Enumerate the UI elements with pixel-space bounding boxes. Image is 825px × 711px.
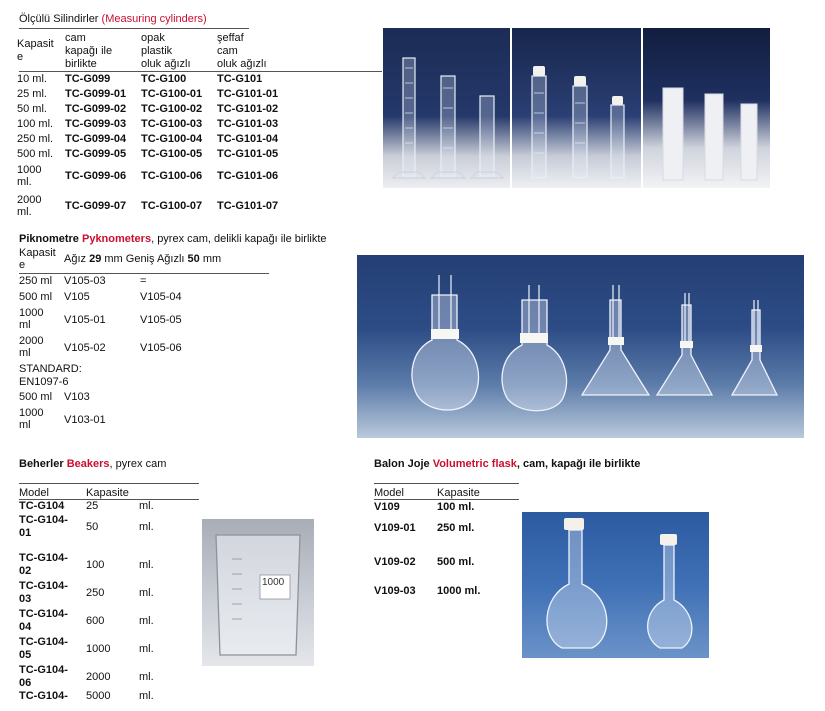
cylinders-row: [17, 131, 382, 146]
cyl-model-a: TC-G099-06: [65, 170, 127, 182]
pyk-cap-head-1: Kapasit: [19, 247, 56, 259]
beaker-model: [19, 580, 68, 606]
volumetric-header-rule: [374, 499, 519, 500]
pyk-standard-line: EN1097-6: [19, 376, 69, 388]
pyk-cap-head-2: e: [19, 259, 26, 271]
pyk-capacity-line: 500 ml: [19, 291, 53, 303]
cyl-model-c: TC-G101-05: [217, 147, 279, 160]
volumetric-capacity: 500 ml.: [437, 556, 475, 568]
beaker-capacity: 50: [86, 521, 99, 533]
beaker-unit: ml.: [139, 690, 154, 702]
pyknometers-title-rest: , pyrex cam, delikli kapağı ile birlikte: [151, 233, 327, 245]
pyk-capacity-line: ml: [19, 319, 31, 331]
cyl-g101-header-line: cam: [217, 44, 238, 57]
beaker-row: [19, 608, 199, 634]
cyl-model-c: TC-G101-04: [217, 132, 279, 145]
cyl-capacity-line: 2000: [17, 194, 42, 206]
beaker-model: [19, 636, 68, 662]
cyl-model-c: TC-G101-02: [217, 102, 279, 115]
cyl-g099-header: [65, 31, 141, 71]
cyl-model-a: TC-G099-03: [65, 117, 127, 130]
cylinders-row: [17, 101, 382, 116]
cyl-model-b: TC-G100-06: [141, 170, 203, 182]
volumetric-col-capacity: Kapasite: [437, 487, 480, 499]
pyknometer-row: [19, 307, 269, 333]
beakers-col-model: Model: [19, 487, 49, 499]
beaker-unit: ml.: [139, 587, 154, 599]
cyl-g101-header-line: oluk ağızlı: [217, 57, 267, 70]
cyl-capacity-line: 500 ml.: [17, 147, 54, 160]
cyl-row-spacer: [297, 146, 382, 161]
pyk-model-narrow: V105-03: [64, 275, 106, 287]
cyl-capacity-cell: [17, 146, 65, 161]
pyknometer-standard-row: [19, 391, 269, 405]
pyk-model-wide: V105-05: [140, 314, 182, 326]
cyl-capacity-header-line: Kapasit: [17, 38, 54, 50]
volumetric-flask-photo: [522, 512, 709, 658]
cyl-model-a: TC-G099-01: [65, 87, 127, 100]
beaker-capacity: 600: [86, 615, 105, 627]
cyl-model-b: TC-G100: [141, 72, 187, 85]
beaker-capacity: 25: [86, 500, 99, 512]
cylinders-row: [17, 161, 382, 191]
beakers-title: [19, 457, 166, 471]
pyk-narrow-pre: Ağız: [64, 253, 90, 265]
volumetric-model: V109-01: [374, 522, 416, 534]
cyl-row-spacer: [297, 116, 382, 131]
beaker-model-line: TC-G104-: [19, 552, 68, 564]
volumetric-top-rule: [374, 483, 519, 484]
cyl-model-b: TC-G100-07: [141, 200, 203, 212]
pyk-model-narrow: V105: [64, 291, 90, 303]
cyl-g099-header-line: birlikte: [65, 57, 97, 70]
pyk-standard: [19, 363, 82, 389]
cyl-capacity-cell: [17, 191, 65, 221]
beaker-model-line: 02: [19, 565, 32, 577]
volumetric-title-rest: , cam, kapağı ile birlikte: [516, 458, 641, 470]
beaker-row: [19, 500, 199, 513]
beaker-model: [19, 552, 68, 578]
beaker-model: [19, 608, 68, 634]
plastic-cylinders-photo: [643, 28, 770, 188]
cyl-capacity-cell: [17, 116, 65, 131]
volumetric-row: [374, 501, 534, 513]
volumetric-capacity: 1000 ml.: [437, 585, 481, 597]
pyknometers-title-tr: Piknometre: [19, 233, 79, 245]
pyk-capacity-line: 1000: [19, 407, 44, 419]
cyl-model-c: TC-G101-07: [217, 200, 279, 212]
stoppered-cylinders-photo: [512, 28, 641, 188]
beaker-unit: ml.: [139, 671, 154, 683]
volumetric-title-en: Volumetric flask: [432, 458, 517, 470]
pyk-capacity: [19, 275, 52, 287]
cyl-capacity-line: 1000: [17, 164, 42, 176]
cyl-g100-header-line: oluk ağızlı: [141, 57, 191, 70]
cyl-g099-header-line: cam: [65, 31, 86, 44]
cyl-model-b: TC-G100-01: [141, 87, 203, 100]
beaker-model-line: 01: [19, 527, 32, 539]
cyl-capacity-line: 25 ml.: [17, 87, 47, 100]
beakers-col-capacity: Kapasite: [86, 487, 129, 499]
cylinders-row: [17, 71, 382, 86]
pyk-wide-num: 50: [187, 253, 200, 265]
cyl-model-a: TC-G099: [65, 72, 111, 85]
cyl-model-a: TC-G099-05: [65, 147, 127, 160]
cyl-capacity-line: 50 ml.: [17, 102, 47, 115]
cyl-capacity-cell: [17, 86, 65, 101]
cyl-g100-header-line: opak: [141, 31, 165, 44]
cyl-capacity-cell: [17, 71, 65, 86]
cyl-model-b: TC-G100-04: [141, 132, 203, 145]
beaker-model-line: TC-G104: [19, 500, 65, 512]
cyl-row-spacer: [297, 191, 382, 221]
beaker-row: [19, 552, 199, 578]
volumetric-model: V109-03: [374, 585, 416, 597]
beaker-capacity: 2000: [86, 671, 111, 683]
cyl-g101-header-line: şeffaf: [217, 31, 244, 44]
pyk-model-narrow: V103: [64, 391, 90, 403]
volumetric-model: V109: [374, 501, 400, 513]
pyk-capacity: [19, 407, 43, 431]
cyl-g101-header: [217, 31, 297, 71]
beaker-model-line: 03: [19, 593, 32, 605]
pyk-capacity: [19, 335, 43, 359]
beaker-model-line: TC-G104-: [19, 608, 68, 620]
beaker-model-line: 06: [19, 677, 32, 689]
volumetric-model: V109-02: [374, 556, 416, 568]
beaker-model-line: TC-G104-: [19, 636, 68, 648]
pyknometer-standard-row: [19, 407, 269, 433]
beaker-row: [19, 690, 199, 703]
volumetric-capacity: 250 ml.: [437, 522, 475, 534]
beaker-capacity: 250: [86, 587, 105, 599]
beaker-photo: [202, 519, 314, 666]
volumetric-row: [374, 556, 534, 568]
beaker-photo-label: 1000: [262, 577, 285, 588]
cyl-model-c: TC-G101-01: [217, 87, 279, 100]
beaker-row: [19, 514, 199, 540]
pyk-model-narrow: V105-02: [64, 342, 106, 354]
cylinders-row: [17, 191, 382, 221]
pyknometers-title-en: Pyknometers: [81, 233, 152, 245]
beaker-model-line: TC-G104-: [19, 690, 68, 702]
beaker-model: [19, 500, 64, 513]
cyl-capacity-cell: [17, 161, 65, 191]
cyl-capacity-line: ml.: [17, 176, 32, 188]
pyk-capacity-line: 500 ml: [19, 391, 53, 403]
beaker-unit: ml.: [139, 559, 154, 571]
pyk-model-narrow: V105-01: [64, 314, 106, 326]
pyknometers-mouth-header: [64, 253, 221, 265]
cyl-g100-header: [141, 31, 217, 71]
cyl-capacity-cell: [17, 131, 65, 146]
pyk-capacity: [19, 291, 52, 303]
pyknometer-row: [19, 291, 269, 305]
glass-cylinders-illustration: [383, 28, 510, 188]
cylinders-title: [19, 12, 207, 26]
beaker-row: [19, 636, 199, 662]
cyl-row-spacer: [297, 101, 382, 116]
beaker-capacity: 100: [86, 559, 105, 571]
pyknometers-capacity-header: [19, 247, 56, 271]
cyl-g099-header-line: kapağı ile: [65, 44, 113, 57]
beaker-unit: ml.: [139, 615, 154, 627]
cyl-model-c: TC-G101-03: [217, 117, 279, 130]
cylinders-title-en: (Measuring cylinders): [101, 13, 207, 25]
cyl-capacity-header: [17, 31, 65, 71]
cyl-header-spacer: [297, 31, 382, 71]
cylinders-title-tr: Ölçülü Silindirler: [19, 13, 99, 25]
beaker-capacity: 5000: [86, 690, 111, 702]
beaker-unit: ml.: [139, 643, 154, 655]
pyk-model-wide: V105-06: [140, 342, 182, 354]
plastic-cylinders-illustration: [643, 28, 770, 188]
cyl-model-a: TC-G099-07: [65, 200, 127, 212]
stoppered-cylinders-illustration: [512, 28, 641, 188]
pyknometers-photo: [357, 255, 804, 438]
cyl-model-b: TC-G100-03: [141, 117, 203, 130]
pyk-capacity: [19, 307, 43, 331]
cyl-capacity-line: 10 ml.: [17, 72, 47, 85]
pyknometers-title: [19, 232, 327, 246]
cylinders-title-rule: [19, 28, 249, 29]
cyl-model-c: TC-G101: [217, 72, 263, 85]
volumetric-title: [374, 457, 640, 471]
beaker-model-line: 05: [19, 649, 32, 661]
beaker-unit: ml.: [139, 521, 154, 533]
cyl-model-a: TC-G099-02: [65, 102, 127, 115]
beaker-model-line: TC-G104-: [19, 664, 68, 676]
cylinders-header-row: [17, 31, 382, 71]
pyk-model-wide: =: [140, 275, 147, 287]
cyl-capacity-line: 100 ml.: [17, 117, 54, 130]
pyknometers-header-rule: [19, 273, 269, 274]
cyl-model-a: TC-G099-04: [65, 132, 127, 145]
cylinders-row: [17, 146, 382, 161]
beaker-model-line: TC-G104-: [19, 514, 68, 526]
glass-cylinders-photo: [383, 28, 510, 188]
pyk-model-narrow: V103-01: [64, 414, 106, 426]
cyl-row-spacer: [297, 161, 382, 191]
cylinders-table: [17, 31, 382, 221]
beaker-illustration: [202, 519, 314, 666]
beakers-title-rest: , pyrex cam: [109, 458, 167, 470]
cyl-capacity-cell: [17, 101, 65, 116]
pyknometer-row: [19, 275, 269, 289]
cyl-row-spacer: [297, 86, 382, 101]
beaker-row: [19, 664, 199, 690]
pyk-wide-post: mm: [199, 253, 222, 265]
cyl-model-b: TC-G100-05: [141, 147, 203, 160]
pyk-model-wide: V105-04: [140, 291, 182, 303]
pyk-capacity-line: ml: [19, 419, 31, 431]
volumetric-row: [374, 522, 534, 534]
volumetric-flask-illustration: [522, 512, 709, 658]
cylinders-row: [17, 86, 382, 101]
pyknometers-illustration: [357, 255, 804, 438]
beaker-model-line: 04: [19, 621, 32, 633]
cyl-capacity-header-line: e: [17, 51, 24, 63]
beaker-model-line: TC-G104-: [19, 580, 68, 592]
cyl-capacity-line: 250 ml.: [17, 132, 54, 145]
pyk-capacity: [19, 391, 52, 403]
pyk-capacity-line: 250 ml: [19, 275, 53, 287]
beaker-unit: ml.: [139, 500, 154, 512]
beaker-model: [19, 690, 68, 703]
pyk-capacity-line: 2000: [19, 335, 44, 347]
beakers-title-en: Beakers: [66, 458, 110, 470]
cyl-row-spacer: [297, 131, 382, 146]
cyl-model-c: TC-G101-06: [217, 170, 279, 182]
volumetric-col-model: Model: [374, 487, 404, 499]
cyl-model-b: TC-G100-02: [141, 102, 203, 115]
volumetric-title-tr: Balon Joje: [374, 458, 430, 470]
beakers-top-rule: [19, 483, 199, 484]
pyk-standard-line: STANDARD:: [19, 363, 82, 375]
volumetric-row: [374, 585, 534, 597]
cylinders-header-rule: [19, 71, 382, 72]
cyl-capacity-line: ml.: [17, 206, 32, 218]
beaker-model: [19, 514, 68, 540]
volumetric-capacity: 100 ml.: [437, 501, 475, 513]
pyk-narrow-num: 29: [89, 253, 102, 265]
pyk-narrow-post: mm Geniş Ağızlı: [101, 253, 188, 265]
pyk-capacity-line: ml: [19, 347, 31, 359]
beaker-model: [19, 664, 68, 690]
beakers-title-tr: Beherler: [19, 458, 64, 470]
beaker-capacity: 1000: [86, 643, 111, 655]
cyl-g100-header-line: plastik: [141, 44, 173, 57]
pyknometer-row: [19, 335, 269, 361]
cyl-row-spacer: [297, 71, 382, 86]
pyk-capacity-line: 1000: [19, 307, 44, 319]
beaker-row: [19, 580, 199, 606]
cylinders-row: [17, 116, 382, 131]
